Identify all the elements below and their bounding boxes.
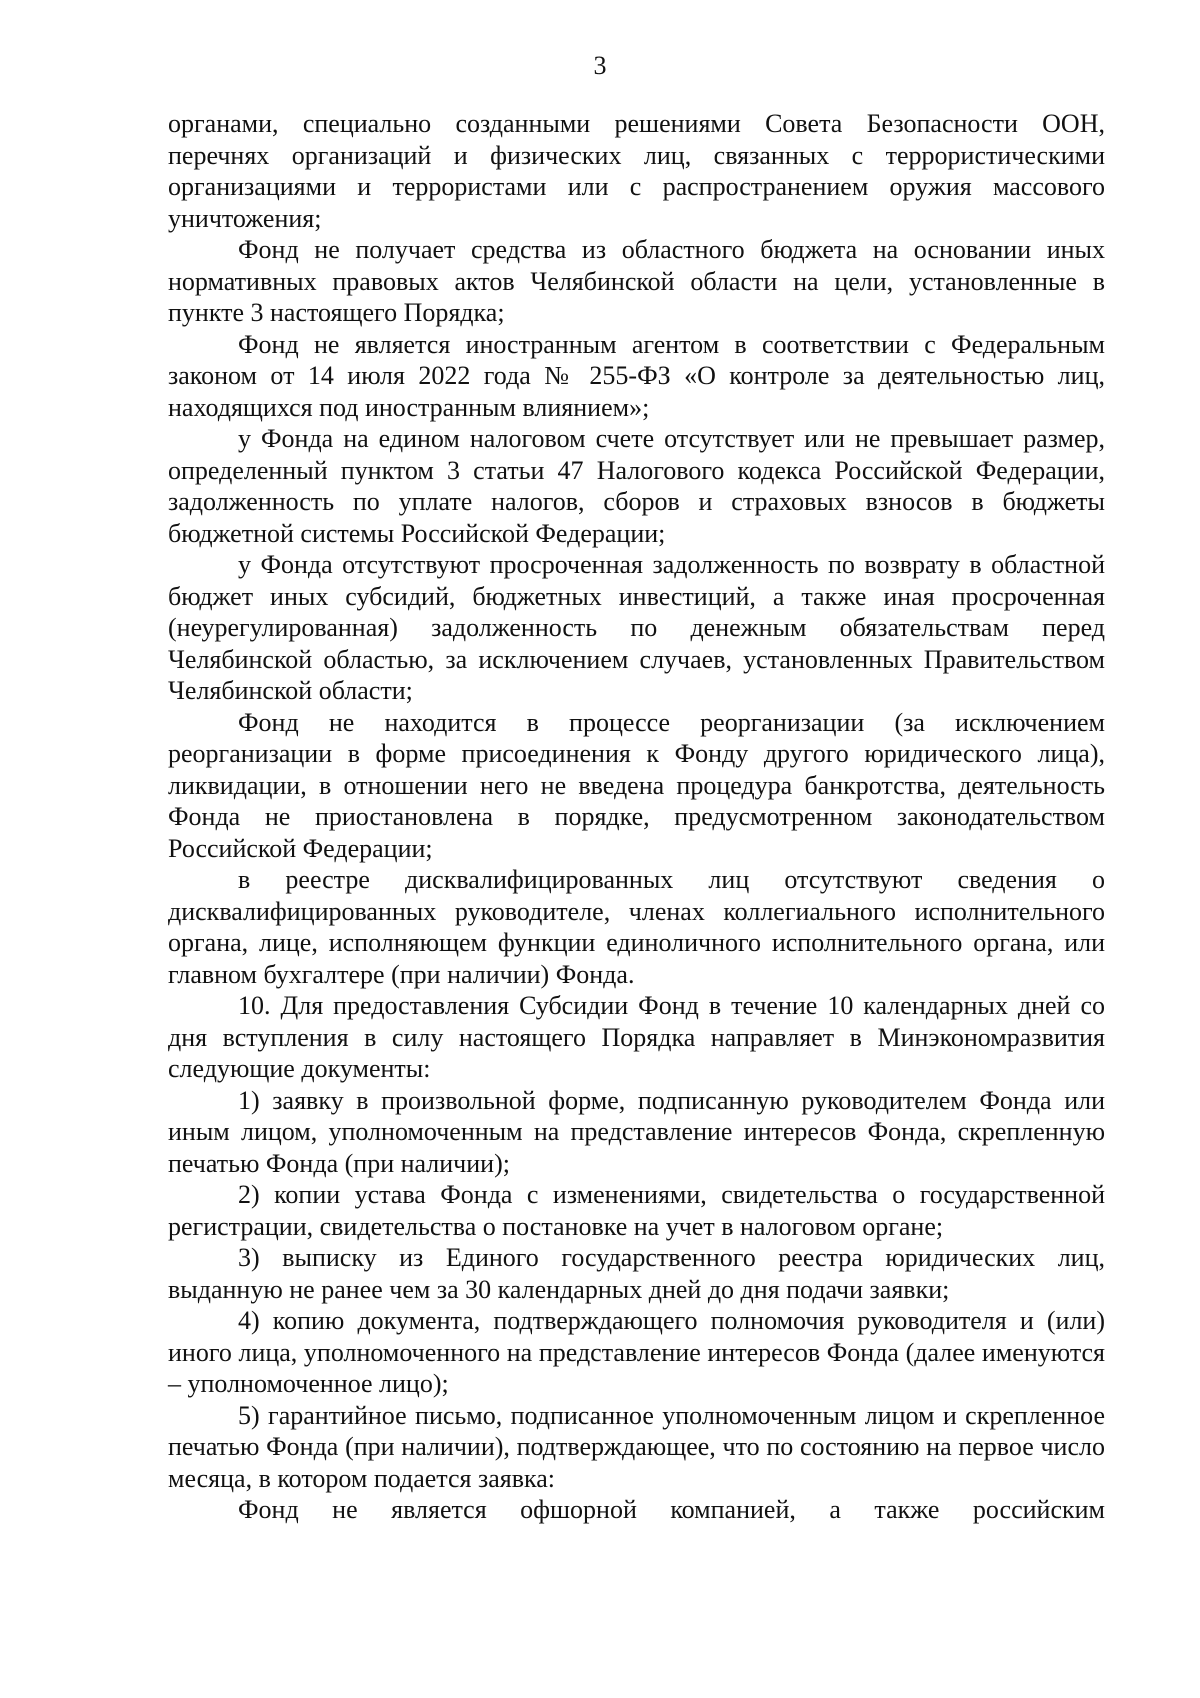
page-number: 3 [593,51,607,80]
paragraph: органами, специально созданными решениями Совета Безопасности ООН, перечнях организаций и физических лиц, связанных с террористическими организациями и террористами или с распространением оружия массового уничтожения; [168,109,1105,233]
paragraph: у Фонда на едином налоговом счете отсутствует или не превышает размер, определенный пунктом 3 статьи 47 Налогового кодекса Российской Федерации, задолженность по уплате налогов, сборов и страховых взносов в бюджеты бюджетной системы Российской Федерации; [168,424,1105,548]
paragraph: Фонд не находится в процессе реорганизации (за исключением реорганизации в форме присоединения к Фонду другого юридического лица), ликвидации, в отношении него не введена процедура банкротства, деятельность Фонда не приостановлена в порядке, предусмотренном законодательством Российской Федерации; [168,707,1105,863]
paragraph: 2) копии устава Фонда с изменениями, свидетельства о государственной регистрации, свидетельства о постановке на учет в налоговом органе; [168,1180,1105,1241]
paragraph: в реестре дисквалифицированных лиц отсутствуют сведения о дисквалифицированных руководителе, членах коллегиального исполнительного органа, лице, исполняющем функции единоличного исполнительного органа, или главном бухгалтере (при наличии) Фонда. [168,865,1105,989]
paragraph: Фонд не является офшорной компанией, а также российским [238,1495,1105,1524]
paragraph: 1) заявку в произвольной форме, подписанную руководителем Фонда или иным лицом, уполномоченным на представление интересов Фонда, скрепленную печатью Фонда (при наличии); [168,1085,1105,1178]
paragraph: Фонд не получает средства из областного бюджета на основании иных нормативных правовых актов Челябинской области на цели, установленные в пункте 3 настоящего Порядка; [168,235,1105,327]
paragraph: у Фонда отсутствуют просроченная задолженность по возврату в областной бюджет иных субсидий, бюджетных инвестиций, а также иная просроченная (неурегулированная) задолженность по денежным обязательствам перед Челябинской областью, за исключением случаев, установленных Правительством Челябинской области; [168,550,1105,705]
paragraph: 10. Для предоставления Субсидии Фонд в течение 10 календарных дней со дня вступления в силу настоящего Порядка направляет в Минэкономразвития следующие документы: [168,991,1105,1083]
paragraph: 5) гарантийное письмо, подписанное уполномоченным лицом и скрепленное печатью Фонда (при наличии), подтверждающее, что по состоянию на первое число месяца, в котором подается заявка: [168,1400,1105,1493]
document-body [168,108,1105,1526]
paragraph: 3) выписку из Единого государственного реестра юридических лиц, выданную не ранее чем за 30 календарных дней до дня подачи заявки; [168,1243,1105,1304]
paragraph: Фонд не является иностранным агентом в соответствии с Федеральным законом от 14 июля 2022 года № 255-ФЗ «О контроле за деятельностью лиц, находящихся под иностранным влиянием»; [168,329,1105,422]
paragraph: 4) копию документа, подтверждающего полномочия руководителя и (или) иного лица, уполномоченного на представление интересов Фонда (далее именуются – уполномоченное лицо); [168,1306,1105,1398]
